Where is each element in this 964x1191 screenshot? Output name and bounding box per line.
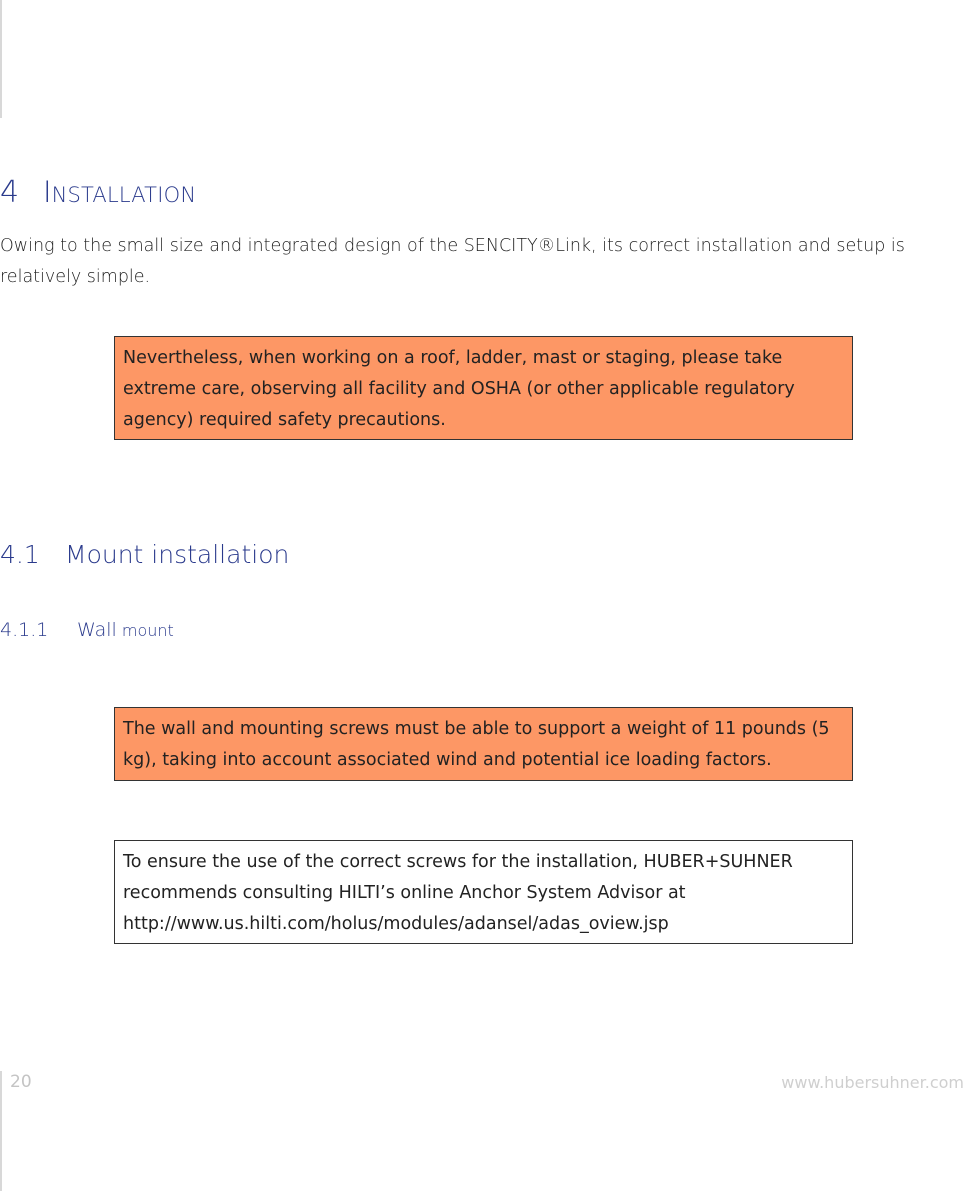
footer-website-link[interactable]: www.hubersuhner.com [781, 1073, 964, 1092]
subsubsection-number: 4.1.1 [0, 619, 49, 641]
margin-rule-bottom [0, 1071, 2, 1191]
subsection-title: Mount installation [65, 540, 290, 569]
page-number: 20 [10, 1072, 32, 1092]
subsection-heading [0, 540, 289, 569]
note-line-2: recommends consulting HILTI’s online Anchor System Advisor at [123, 883, 686, 903]
section-title-rest: NSTALLATION [51, 183, 197, 207]
subsection-number: 4.1 [0, 540, 40, 569]
section-intro-paragraph: Owing to the small size and integrated design of the SENCITY®Link, its correct installation and setup is relatively simple. [0, 236, 905, 287]
note-link-url[interactable]: http://www.us.hilti.com/holus/modules/adansel/adas_oview.jsp [123, 914, 669, 934]
warning-box-safety: Nevertheless, when working on a roof, ladder, mast or staging, please take extreme care, observing all facility and OSHA (or other applicable regulatory agency) required safety precautions. [114, 336, 853, 440]
warning-box-load: The wall and mounting screws must be able to support a weight of 11 pounds (5 kg), taking into account associated wind and potential ice loading factors. [114, 707, 853, 781]
margin-rule-top [0, 0, 2, 118]
section-number: 4 [0, 175, 20, 210]
subsubsection-title-main: Wall [77, 619, 117, 641]
note-box-screws [114, 840, 853, 944]
section-heading [0, 172, 196, 210]
section-title-initial: I [43, 175, 52, 209]
subsubsection-heading [0, 619, 174, 641]
subsubsection-title-rest: mount [116, 621, 174, 640]
note-line-1: To ensure the use of the correct screws for the installation, HUBER+SUHNER [123, 852, 793, 872]
